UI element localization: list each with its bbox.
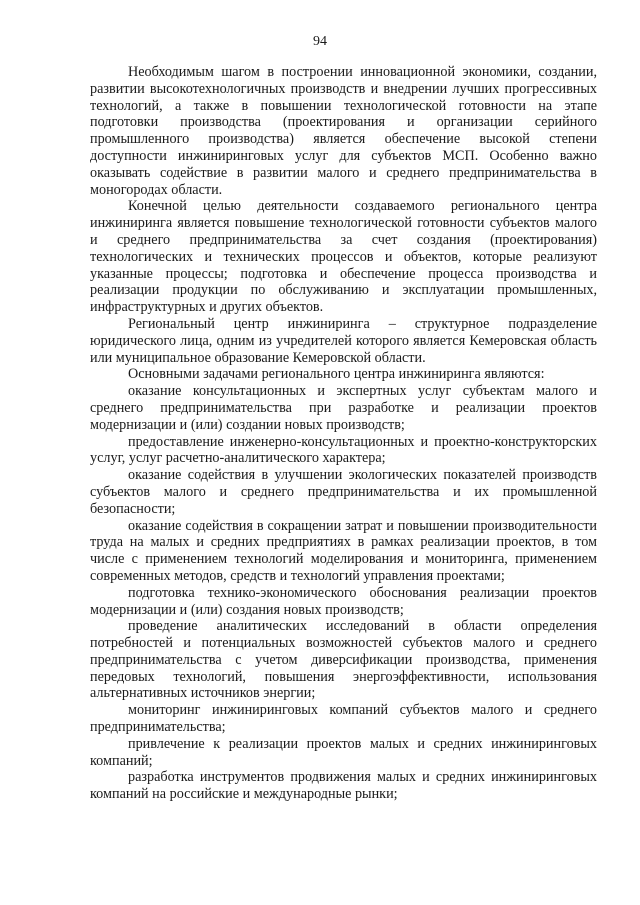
task-item-consulting: оказание консультационных и экспертных услуг субъектам малого и среднего предпринимательства при разработке и реализации проектов модернизации и (или) создании новых производств;: [90, 383, 597, 433]
paragraph-innovation-economy: Необходимым шагом в построении инновационной экономики, создании, развитии высокотехнологичных производств и внедрении лучших прогрессивных технологий, а также в повышении технологической готовности на этапе подготовки производства (проектирования и организации серийного промышленного производства) является обеспечение высокой степени доступности инжиниринговых услуг для субъектов МСП. Особенно важно оказывать содействие в развитии малого и среднего предпринимательства в моногородах области.: [90, 64, 597, 198]
task-item-monitoring: мониторинг инжиниринговых компаний субъектов малого и среднего предпринимательства;: [90, 702, 597, 736]
paragraph-center-goal: Конечной целью деятельности создаваемого регионального центра инжиниринга является повышение технологической готовности субъектов малого и среднего предпринимательства за счет создания (проектирования) технологических и технических процессов и объектов, которые реализуют указанные процессы; подготовка и обеспечение процесса производства и реализации продукции по обслуживанию и эксплуатации промышленных, инфраструктурных и других объектов.: [90, 198, 597, 316]
task-item-analytics: проведение аналитических исследований в области определения потребностей и потенциальных возможностей субъектов малого и среднего предпринимательства с учетом диверсификации производства, применения передовых технологий, повышения энергоэффективности, использования альтернативных источников энергии;: [90, 618, 597, 702]
page-number: 94: [313, 34, 327, 49]
task-item-cost-reduction: оказание содействия в сокращении затрат и повышении производительности труда на малых и средних предприятиях в рамках реализации проектов, в том числе с применением технологий моделирования и мониторинга, применением современных методов, средств и технологий управления проектами;: [90, 517, 597, 584]
task-item-engineering-services: предоставление инженерно-консультационных и проектно-конструкторских услуг, услуг расчетно-аналитического характера;: [90, 433, 597, 467]
task-item-promotion-tools: разработка инструментов продвижения малых и средних инжиниринговых компаний на российские и международные рынки;: [90, 769, 597, 803]
task-item-feasibility-study: подготовка технико-экономического обоснования реализации проектов модернизации и (или) создания новых производств;: [90, 584, 597, 618]
task-item-attraction: привлечение к реализации проектов малых и средних инжиниринговых компаний;: [90, 735, 597, 769]
task-item-ecology: оказание содействия в улучшении экологических показателей производств субъектов малого и среднего предпринимательства и их промышленной безопасности;: [90, 467, 597, 517]
paragraph-center-definition: Региональный центр инжиниринга – структурное подразделение юридического лица, одним из учредителей которого является Кемеровская область или муниципальное образование Кемеровской области.: [90, 315, 597, 366]
document-body: [90, 64, 597, 803]
paragraph-tasks-intro: Основными задачами регионального центра инжиниринга являются:: [128, 366, 545, 383]
